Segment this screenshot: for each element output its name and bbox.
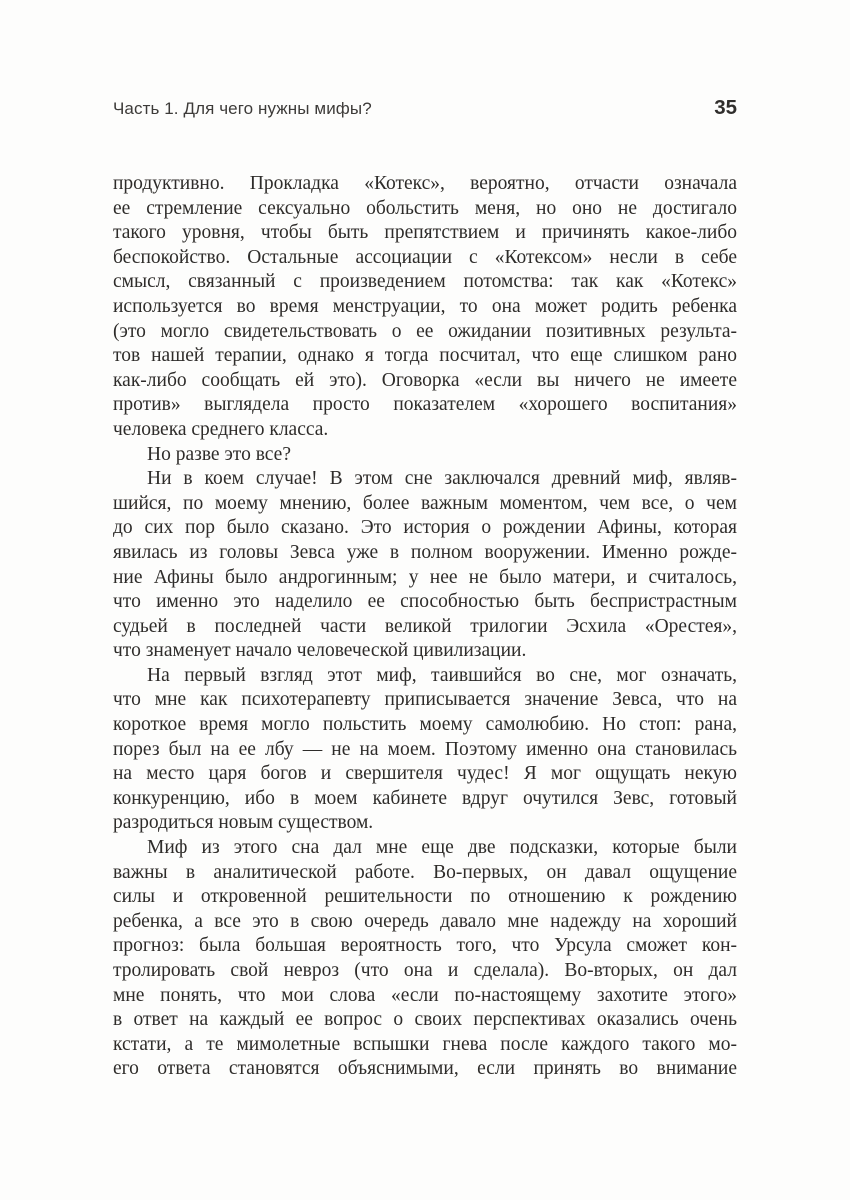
text-line: что именно это наделило ее способностью быть беспристрастным bbox=[113, 591, 737, 613]
text-line: человека среднего класса. bbox=[113, 418, 329, 440]
text-line: мне понять, что мои слова «если по-настоящему захотите этого» bbox=[113, 984, 737, 1006]
text-line: явилась из головы Зевса уже в полном вооружении. Именно рожде- bbox=[113, 541, 737, 563]
text-line: смысл, связанный с произведением потомства: так как «Котекс» bbox=[113, 271, 737, 293]
text-line: кстати, а те мимолетные вспышки гнева после каждого такого мо- bbox=[113, 1033, 737, 1055]
text-line: что мне как психотерапевту приписывается значение Зевса, что на bbox=[113, 689, 737, 711]
text-line: важны в аналитической работе. Во-первых, он давал ощущение bbox=[113, 861, 737, 883]
text-line: короткое время могло польстить моему самолюбию. Но стоп: рана, bbox=[113, 714, 737, 736]
page-header bbox=[113, 96, 737, 120]
text-line: шийся, по моему мнению, более важным моментом, чем все, о чем bbox=[113, 492, 737, 514]
text-line: в ответ на каждый ее вопрос о своих перспективах оказались очень bbox=[113, 1009, 737, 1031]
text-line: беспокойство. Остальные ассоциации с «Котексом» несли в себе bbox=[113, 246, 737, 268]
body-text bbox=[113, 172, 737, 1082]
running-title: Часть 1. Для чего нужны мифы? bbox=[113, 99, 372, 118]
text-line: такого уровня, чтобы быть препятствием и причинять какое-либо bbox=[113, 222, 737, 244]
text-line: ребенка, а все это в свою очередь давало мне надежду на хороший bbox=[113, 910, 737, 932]
text-line: ние Афины было андрогинным; у нее не было матери, и считалось, bbox=[113, 566, 737, 588]
text-line: порез был на ее лбу — не на моем. Поэтому именно она становилась bbox=[113, 738, 737, 760]
text-line: (это могло свидетельствовать о ее ожидании позитивных результа- bbox=[113, 320, 737, 342]
text-line: используется во время менструации, то она может родить ребенка bbox=[113, 295, 737, 317]
text-line: против» выглядела просто показателем «хорошего воспитания» bbox=[113, 394, 737, 416]
text-line: судьей в последней части великой трилогии Эсхила «Орестея», bbox=[113, 615, 737, 637]
text-line: На первый взгляд этот миф, таившийся во сне, мог означать, bbox=[147, 664, 737, 686]
text-line: на место царя богов и свершителя чудес! Я мог ощущать некую bbox=[113, 763, 737, 785]
text-line: конкуренцию, ибо в моем кабинете вдруг очутился Зевс, готовый bbox=[113, 787, 737, 809]
text-line: что знаменует начало человеческой цивилизации. bbox=[113, 640, 527, 662]
page-number: 35 bbox=[714, 96, 737, 119]
text-line: ее стремление сексуально обольстить меня, но оно не достигало bbox=[113, 197, 737, 219]
text-line: силы и откровенной решительности по отношению к рождению bbox=[113, 886, 737, 908]
text-line: продуктивно. Прокладка «Котекс», вероятно, отчасти означала bbox=[113, 173, 737, 194]
text-line: тов нашей терапии, однако я тогда посчитал, что еще слишком рано bbox=[113, 345, 737, 367]
text-line: разродиться новым существом. bbox=[113, 812, 374, 834]
text-line: как-либо сообщать ей это). Оговорка «если вы ничего не имеете bbox=[113, 369, 737, 391]
text-line: Ни в коем случае! В этом сне заключался древний миф, являв- bbox=[147, 468, 737, 490]
text-line: его ответа становятся объяснимыми, если принять во внимание bbox=[113, 1058, 737, 1080]
text-line: Миф из этого сна дал мне еще две подсказки, которые были bbox=[147, 837, 737, 859]
text-line: до сих пор было сказано. Это история о рождении Афины, которая bbox=[113, 517, 737, 539]
text-line: Но разве это все? bbox=[147, 443, 291, 465]
text-line: тролировать свой невроз (что она и сделала). Во-вторых, он дал bbox=[113, 960, 737, 981]
text-line: прогноз: была большая вероятность того, что Урсула сможет кон- bbox=[113, 935, 737, 957]
